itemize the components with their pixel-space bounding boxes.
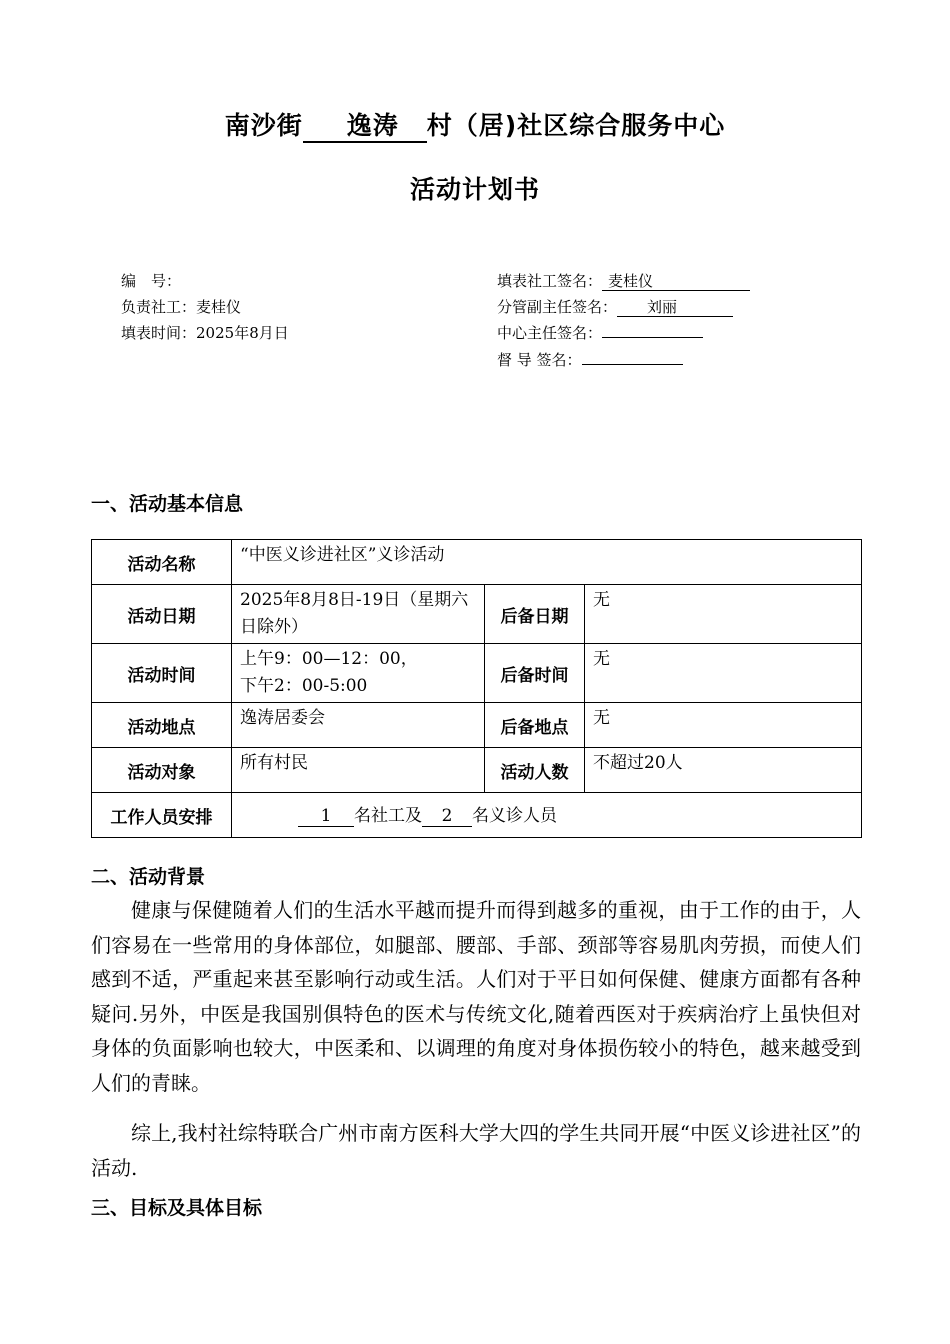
meta-worker bbox=[121, 296, 241, 317]
meta-supervisor-label: 督 导 签名： bbox=[497, 351, 582, 369]
table-row bbox=[92, 748, 862, 793]
background-paragraph-2: 综上,我村社综特联合广州市南方医科大学大四的学生共同开展“中医义诊进社区”的活动. bbox=[91, 1121, 861, 1180]
table-row bbox=[92, 644, 862, 703]
backup-time-label: 后备时间 bbox=[485, 644, 585, 703]
activity-time-value bbox=[232, 644, 485, 703]
meta-number-label: 编 号： bbox=[121, 272, 182, 290]
section-basic-info-title: 一、活动基本信息 bbox=[91, 493, 244, 515]
meta-date-label: 填表时间： bbox=[121, 324, 197, 342]
meta-deputy-label: 分管副主任签名： bbox=[497, 298, 618, 316]
activity-date-label: 活动日期 bbox=[92, 585, 232, 644]
meta-director-label: 中心主任签名： bbox=[497, 324, 603, 342]
backup-time-value: 无 bbox=[585, 644, 862, 703]
activity-name-value: “中医义诊进社区”义诊活动 bbox=[232, 540, 862, 585]
activity-count-value: 不超过20人 bbox=[585, 748, 862, 793]
meta-number bbox=[121, 270, 181, 291]
meta-signer bbox=[497, 270, 750, 291]
activity-time-afternoon: 下午2：00-5:00 bbox=[240, 676, 368, 696]
staff-social-count: 1 bbox=[298, 806, 354, 827]
staff-social-text: 名社工及 bbox=[354, 805, 422, 826]
activity-info-table bbox=[91, 539, 862, 838]
staff-arrangement-value bbox=[232, 793, 862, 838]
backup-place-value: 无 bbox=[585, 703, 862, 748]
title-prefix: 南沙街 bbox=[224, 111, 303, 140]
activity-target-label: 活动对象 bbox=[92, 748, 232, 793]
section-background-title: 二、活动背景 bbox=[91, 866, 206, 888]
page-title bbox=[0, 106, 950, 143]
meta-date bbox=[121, 322, 289, 343]
section-goals-title: 三、目标及具体目标 bbox=[91, 1197, 263, 1219]
background-paragraph-1: 健康与保健随着人们的生活水平越而提升而得到越多的重视，由于工作的由于，人们容易在一些常用的身体部位，如腿部、腰部、手部、颈部等容易肌肉劳损，而使人们感到不适，严重起来甚至影响行动或生活。人们对于平日如何保健、健康方面都有各种疑问.另外，中医是我国别俱特色的医术与传统文化,随着西医对于疾病治疗上虽快但对身体的负面影响也较大，中医柔和、以调理的角度对身体损伤较小的特色，越来越受到人们的青睐。 bbox=[91, 898, 861, 1095]
activity-date-value: 2025年8月8日-19日（星期六日除外） bbox=[232, 585, 485, 644]
activity-target-value: 所有村民 bbox=[232, 748, 485, 793]
staff-doctor-count: 2 bbox=[422, 806, 472, 827]
meta-deputy-value: 刘丽 bbox=[617, 298, 733, 317]
meta-supervisor bbox=[497, 349, 683, 370]
meta-signer-value: 麦桂仪 bbox=[602, 272, 750, 291]
table-row bbox=[92, 585, 862, 644]
meta-supervisor-value bbox=[582, 364, 683, 365]
activity-count-label: 活动人数 bbox=[485, 748, 585, 793]
title-village: 逸涛 bbox=[303, 111, 427, 143]
activity-time-morning: 上午9：00—12：00， bbox=[240, 649, 418, 669]
activity-time-label: 活动时间 bbox=[92, 644, 232, 703]
table-row bbox=[92, 540, 862, 585]
meta-director-value bbox=[602, 337, 703, 338]
staff-arrangement-label: 工作人员安排 bbox=[92, 793, 232, 838]
meta-director bbox=[497, 322, 703, 343]
backup-date-label: 后备日期 bbox=[485, 585, 585, 644]
meta-date-value: 2025年8月日 bbox=[196, 324, 289, 342]
backup-date-value: 无 bbox=[585, 585, 862, 644]
meta-deputy bbox=[497, 296, 733, 317]
activity-place-label: 活动地点 bbox=[92, 703, 232, 748]
activity-name-label: 活动名称 bbox=[92, 540, 232, 585]
activity-place-value: 逸涛居委会 bbox=[232, 703, 485, 748]
table-row bbox=[92, 703, 862, 748]
title-suffix: 村（居)社区综合服务中心 bbox=[426, 111, 726, 140]
meta-signer-label: 填表社工签名： bbox=[497, 272, 603, 290]
page-subtitle: 活动计划书 bbox=[409, 175, 540, 204]
meta-worker-value: 麦桂仪 bbox=[196, 298, 242, 316]
backup-place-label: 后备地点 bbox=[485, 703, 585, 748]
table-row bbox=[92, 793, 862, 838]
staff-doctor-text: 名义诊人员 bbox=[472, 805, 557, 826]
meta-worker-label: 负责社工： bbox=[121, 298, 197, 316]
